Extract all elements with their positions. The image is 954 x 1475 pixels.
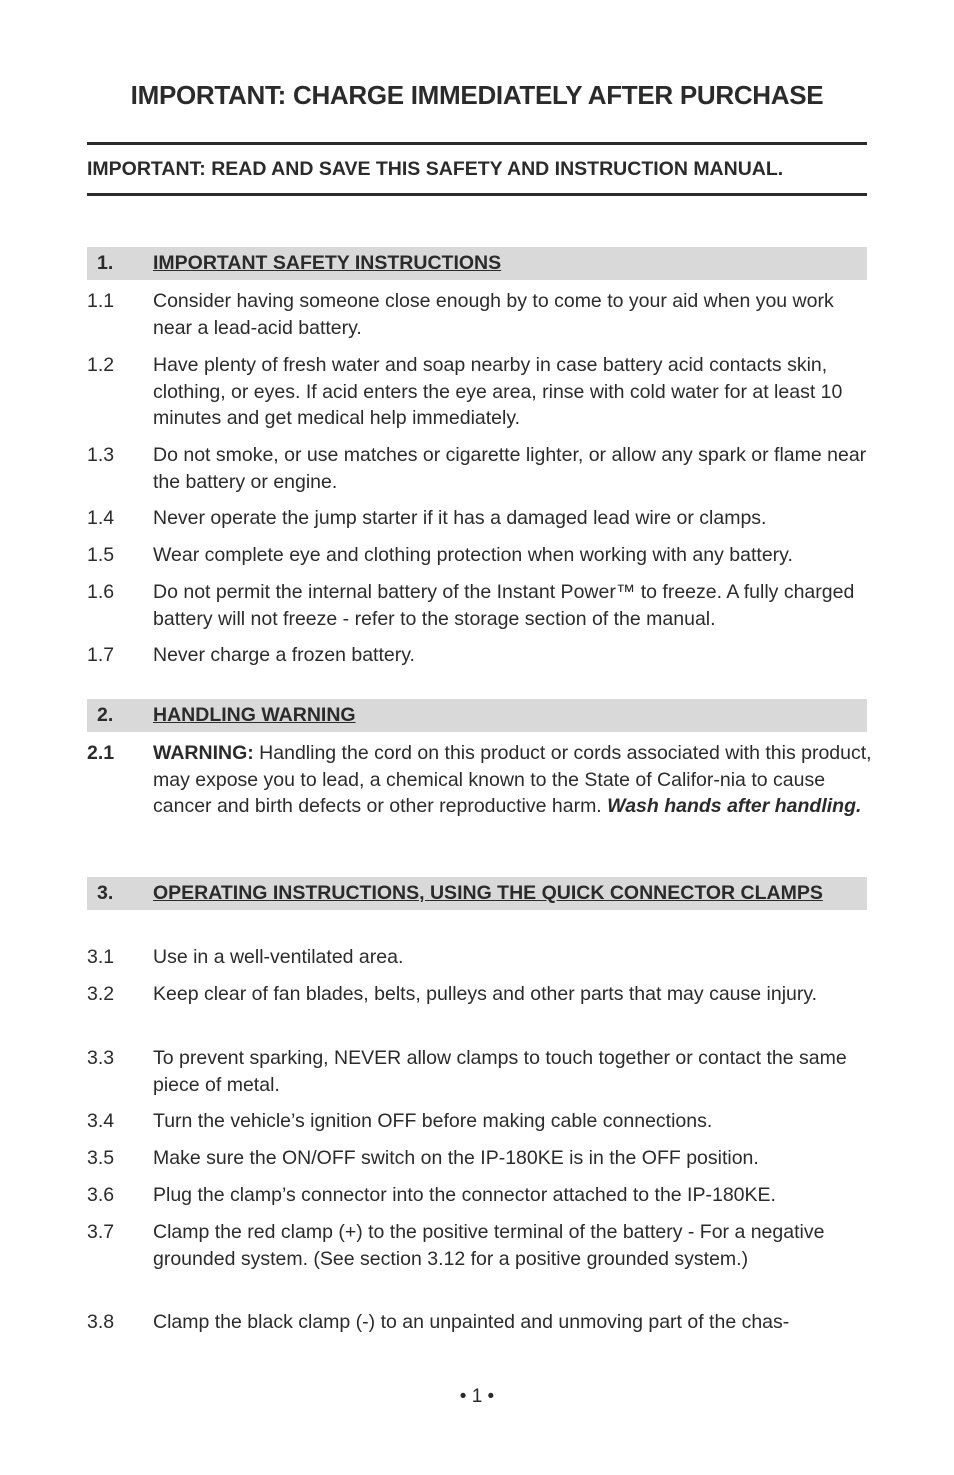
list-item [87, 1219, 877, 1272]
section-number: 1. [97, 252, 114, 274]
item-text: Clamp the black clamp (-) to an unpainted and unmoving part of the chas- [153, 1311, 790, 1333]
item-text: Consider having someone close enough by to come to your aid when you work near a lead-acid battery. [153, 290, 834, 339]
item-text: Use in a well-ventilated area. [153, 946, 404, 968]
item-number: 3.5 [87, 1147, 115, 1169]
item-number: 3.7 [87, 1221, 115, 1243]
section-title: OPERATING INSTRUCTIONS, USING THE QUICK CONNECTOR CLAMPS [153, 882, 823, 904]
item-text: Have plenty of fresh water and soap nearby in case battery acid contacts skin, clothing, or eyes. If acid enters the eye area, rinse with cold water for at least 10 minutes and get medical help immediately. [153, 354, 843, 429]
item-text: To prevent sparking, NEVER allow clamps to touch together or contact the same piece of metal. [153, 1047, 847, 1096]
item-number: 1.4 [87, 507, 115, 529]
list-item [87, 352, 877, 432]
item-text: Make sure the ON/OFF switch on the IP-180KE is in the OFF position. [153, 1147, 759, 1169]
section-3-heading [87, 877, 867, 910]
item-number: 1.5 [87, 544, 115, 566]
item-number: 3.4 [87, 1110, 115, 1132]
list-item [87, 288, 877, 341]
item-text: Do not permit the internal battery of the Instant Power™ to freeze. A fully charged battery will not freeze - refer to the storage section of the manual. [153, 581, 855, 630]
item-text: Plug the clamp’s connector into the connector attached to the IP-180KE. [153, 1184, 776, 1206]
list-item [87, 1108, 877, 1135]
list-item [87, 1045, 877, 1098]
list-item [87, 642, 877, 669]
item-text: Keep clear of fan blades, belts, pulleys and other parts that may cause injury. [153, 983, 818, 1005]
list-item [87, 579, 877, 632]
warning-emphasis: Wash hands after handling. [607, 795, 862, 817]
item-text: Never charge a frozen battery. [153, 644, 415, 666]
item-number: 3.2 [87, 983, 115, 1005]
item-number: 1.3 [87, 444, 115, 466]
section-number: 3. [97, 882, 114, 904]
item-number: 3.8 [87, 1311, 115, 1333]
item-number: 1.2 [87, 354, 115, 376]
section-title: IMPORTANT SAFETY INSTRUCTIONS [153, 252, 502, 274]
section-number: 2. [97, 704, 114, 726]
item-number: 3.1 [87, 946, 115, 968]
section-2-heading [87, 699, 867, 732]
list-item [87, 505, 877, 532]
item-number: 1.7 [87, 644, 115, 666]
section-1-heading [87, 247, 867, 280]
list-item [87, 944, 877, 971]
warning-label: WARNING: [153, 742, 254, 764]
item-text: Do not smoke, or use matches or cigarette lighter, or allow any spark or flame near the battery or engine. [153, 444, 867, 493]
list-item [87, 542, 877, 569]
list-item [87, 1182, 877, 1209]
top-rule [87, 142, 867, 145]
item-text: Clamp the red clamp (+) to the positive terminal of the battery - For a negative grounded system. (See section 3.12 for a positive grounded system.) [153, 1221, 825, 1270]
page-number: • 1 • [459, 1386, 495, 1407]
item-text: Turn the vehicle’s ignition OFF before making cable connections. [153, 1110, 713, 1132]
item-text: Never operate the jump starter if it has a damaged lead wire or clamps. [153, 507, 767, 529]
item-text [153, 740, 877, 820]
item-text: Wear complete eye and clothing protection when working with any battery. [153, 544, 793, 566]
list-item [87, 981, 877, 1008]
item-number: 1.1 [87, 290, 115, 312]
list-item [87, 740, 877, 820]
list-item [87, 442, 877, 495]
item-number: 2.1 [87, 742, 115, 764]
item-number: 3.6 [87, 1184, 115, 1206]
warning-text: Handling the cord on this product or cords associated with this product, may expose you to lead, a chemical known to the State of Califor-nia to cause cancer and birth defects or other reproductive harm. [153, 742, 872, 817]
page-title: IMPORTANT: CHARGE IMMEDIATELY AFTER PURCHASE [130, 80, 824, 110]
list-item [87, 1145, 877, 1172]
list-item [87, 1309, 877, 1336]
item-number: 1.6 [87, 581, 115, 603]
item-number: 3.3 [87, 1047, 115, 1069]
subtitle: IMPORTANT: READ AND SAVE THIS SAFETY AND INSTRUCTION MANUAL. [87, 158, 784, 180]
bottom-rule [87, 193, 867, 196]
section-title: HANDLING WARNING [153, 704, 356, 726]
